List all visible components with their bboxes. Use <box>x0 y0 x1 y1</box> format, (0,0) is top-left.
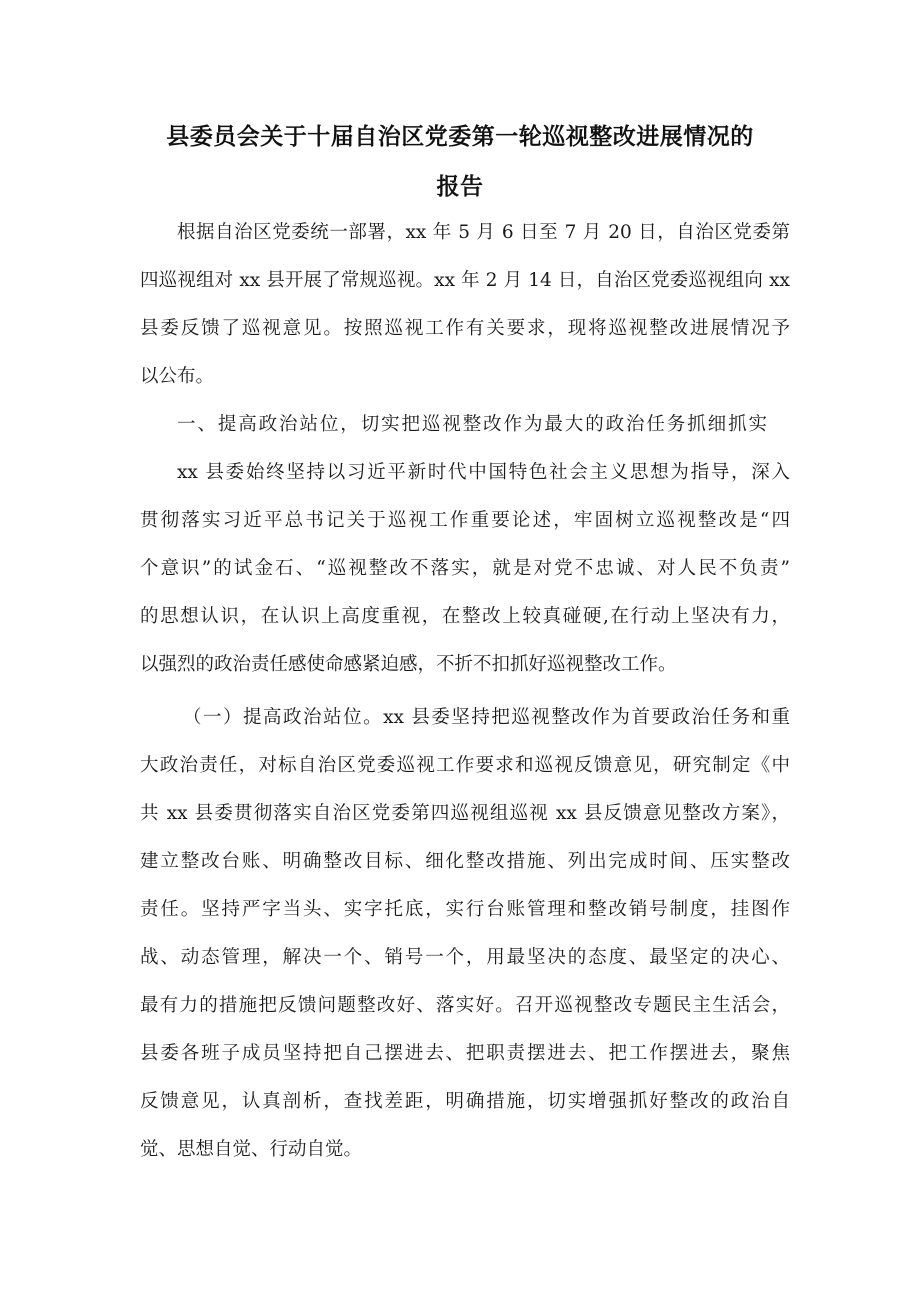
paragraph-3-line-5: 责任。坚持严字当头、实字托底，实行台账管理和整改销号制度，挂图作 <box>140 899 790 920</box>
paragraph-2-line-2: 贯彻落实习近平总书记关于巡视工作重要论述，牢固树立巡视整改是“四 <box>140 510 790 531</box>
paragraph-2-line-4: 的思想认识，在认识上高度重视，在整改上较真碰硬,在行动上坚决有力， <box>140 606 790 627</box>
paragraph-1-line-2: 四巡视组对 xx 县开展了常规巡视。xx 年 2 月 14 日，自治区党委巡视组向 xx <box>140 270 790 291</box>
paragraph-3-line-10: 觉、思想自觉、行动自觉。 <box>140 1139 363 1160</box>
paragraph-1-line-4: 以公布。 <box>140 366 215 387</box>
paragraph-1-line-1: 根据自治区党委统一部署，xx 年 5 月 6 日至 7 月 20 日，自治区党委第 <box>177 222 790 243</box>
paragraph-3-line-2: 大政治责任，对标自治区党委巡视工作要求和巡视反馈意见，研究制定《中 <box>140 755 790 776</box>
paragraph-1-line-3: 县委反馈了巡视意见。按照巡视工作有关要求，现将巡视整改进展情况予 <box>140 318 790 339</box>
paragraph-3-line-8: 县委各班子成员坚持把自己摆进去、把职责摆进去、把工作摆进去，聚焦 <box>140 1043 790 1064</box>
document-title-line-2: 报告 <box>436 174 484 200</box>
paragraph-2-line-5: 以强烈的政治责任感使命感紧迫感，不折不扣抓好巡视整改工作。 <box>140 654 677 675</box>
document-title-line-1: 县委员会关于十届自治区党委第一轮巡视整改进展情况的 <box>166 124 754 150</box>
paragraph-3-line-3: 共 xx 县委贯彻落实自治区党委第四巡视组巡视 xx 县反馈意见整改方案》， <box>140 803 790 824</box>
section-heading-1: 一、提高政治站位，切实把巡视整改作为最大的政治任务抓细抓实 <box>177 414 767 435</box>
paragraph-3-line-9: 反馈意见，认真剖析，查找差距，明确措施，切实增强抓好整改的政治自 <box>140 1091 790 1112</box>
paragraph-3-line-1: （一）提高政治站位。xx 县委坚持把巡视整改作为首要政治任务和重 <box>183 707 790 728</box>
paragraph-3-line-6: 战、动态管理，解决一个、销号一个，用最坚决的态度、最坚定的决心、 <box>140 947 790 968</box>
paragraph-3-line-4: 建立整改台账、明确整改目标、细化整改措施、列出完成时间、压实整改 <box>140 851 790 872</box>
paragraph-3-line-7: 最有力的措施把反馈问题整改好、落实好。召开巡视整改专题民主生活会， <box>140 995 790 1016</box>
paragraph-2-line-3: 个意识”的试金石、“巡视整改不落实，就是对党不忠诚、对人民不负责” <box>140 558 790 579</box>
paragraph-2-line-1: xx 县委始终坚持以习近平新时代中国特色社会主义思想为指导，深入 <box>177 462 790 483</box>
